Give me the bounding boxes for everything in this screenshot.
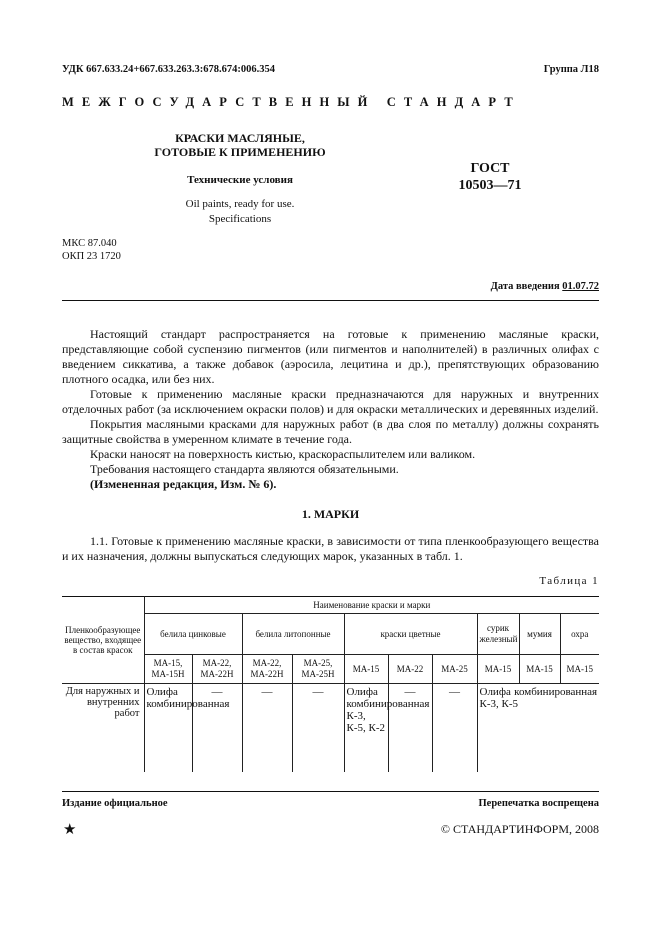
mark-cell: МА-15 (344, 655, 388, 684)
section-1-text (62, 534, 599, 564)
intro-paragraph-3: Покрытия масляными красками для наружных работ (в два слоя по металлу) должны сохранять защитные свойства в умеренном климате в течение года. (62, 417, 599, 446)
mks-code: МКС 87.040 (62, 238, 117, 249)
header-mumia: мумия (519, 614, 560, 655)
mark-cell: МА-25 (432, 655, 477, 684)
header-colored-paints: краски цветные (344, 614, 477, 655)
title-line-1: КРАСКИ МАСЛЯНЫЕ, (175, 131, 305, 145)
classification-codes (62, 237, 121, 263)
official-edition: Издание официальное (62, 798, 168, 809)
english-title (110, 197, 370, 227)
table-cell: Олифа комбинированная К-3, К-5, К-2 (344, 684, 388, 773)
table-cell: — (242, 684, 292, 773)
table-cell: — (192, 684, 242, 773)
introduction-date-label: Дата введения (490, 281, 560, 292)
udk-code: УДК 667.633.24+667.633.263.3:678.674:006.354 (62, 64, 275, 75)
star-icon: ★ (63, 822, 77, 838)
group-code: Группа Л18 (543, 64, 599, 75)
table-header-row-1 (62, 597, 599, 614)
row-label: Для наружных и внутренних работ (62, 684, 144, 773)
header-zinc-white: белила цинковые (144, 614, 242, 655)
table-cell: Олифа комбинированная (144, 684, 192, 773)
introduction-date-value: 01.07.72 (562, 281, 599, 292)
reprint-prohibited: Перепечатка воспрещена (478, 798, 599, 809)
english-title-line-1: Oil paints, ready for use. (185, 198, 295, 210)
okp-code: ОКП 23 1720 (62, 251, 121, 262)
clause-1-1: 1.1. Готовые к применению масляные краски, в зависимости от типа пленкообразующего вещества и их назначения, должны выпускаться следующих марок, указанных в табл. 1. (62, 534, 599, 563)
gost-label: ГОСТ (470, 161, 510, 176)
table-cell: — (432, 684, 477, 773)
table-row (62, 684, 599, 773)
mark-cell: МА-22, МА-22Н (192, 655, 242, 684)
header-divider (62, 300, 599, 301)
table-cell: — (388, 684, 432, 773)
table-top-header: Наименование краски и марки (144, 597, 599, 614)
mark-cell: МА-15 (560, 655, 599, 684)
mark-cell: МА-22 (388, 655, 432, 684)
mark-cell: МА-22, МА-22Н (242, 655, 292, 684)
intro-paragraph-5: Требования настоящего стандарта являются обязательными. (90, 462, 399, 476)
table-cell: — (292, 684, 344, 773)
document-subtitle: Технические условия (187, 174, 293, 186)
mark-cell: МА-15 (519, 655, 560, 684)
header-lithopone-white: белила литопонные (242, 614, 344, 655)
copyright: © СТАНДАРТИНФОРМ, 2008 (440, 822, 599, 836)
mark-cell: МА-15 (477, 655, 519, 684)
interstate-standard-heading: МЕЖГОСУДАРСТВЕННЫЙ СТАНДАРТ (62, 95, 521, 109)
intro-paragraph-4: Краски наносят на поверхность кистью, краскораспылителем или валиком. (90, 447, 476, 461)
gost-number: 10503—71 (458, 178, 522, 193)
table-cell: Олифа комбинированная К-3, К-5 (477, 684, 599, 773)
document-title (110, 131, 370, 159)
table-caption: Таблица 1 (539, 575, 599, 587)
title-line-2: ГОТОВЫЕ К ПРИМЕНЕНИЮ (154, 145, 326, 159)
introduction-date (491, 281, 599, 292)
gost-designation (440, 160, 540, 194)
introduction-text (62, 327, 599, 492)
mark-cell: МА-15, МА-15Н (144, 655, 192, 684)
intro-paragraph-2: Готовые к применению масляные краски предназначаются для наружных и внутренних отделочных работ (за исключением окраски полов) и для окраски металлических и деревянных изделий. (62, 387, 599, 416)
english-title-line-2: Specifications (208, 213, 272, 225)
header-ochre: охра (560, 614, 599, 655)
mark-cell: МА-25, МА-25Н (292, 655, 344, 684)
footer-divider (62, 791, 599, 792)
intro-paragraph-1: Настоящий стандарт распространяется на готовые к применению масляные краски, представляющие собой суспензию пигментов (или пигментов и наполнителей) в различных олифах с введением сиккатива, а также добавок (аэросила, лецитина и др.), препятствующих образованию плотного осадка, или без них. (62, 327, 599, 386)
amendment-note: (Измененная редакция, Изм. № 6). (90, 477, 277, 491)
marks-table (62, 596, 599, 772)
header-iron-minium: сурик железный (477, 614, 519, 655)
table-row-header: Пленкообразующее вещество, входящее в состав красок (62, 597, 144, 684)
section-1-title: 1. МАРКИ (301, 507, 360, 521)
